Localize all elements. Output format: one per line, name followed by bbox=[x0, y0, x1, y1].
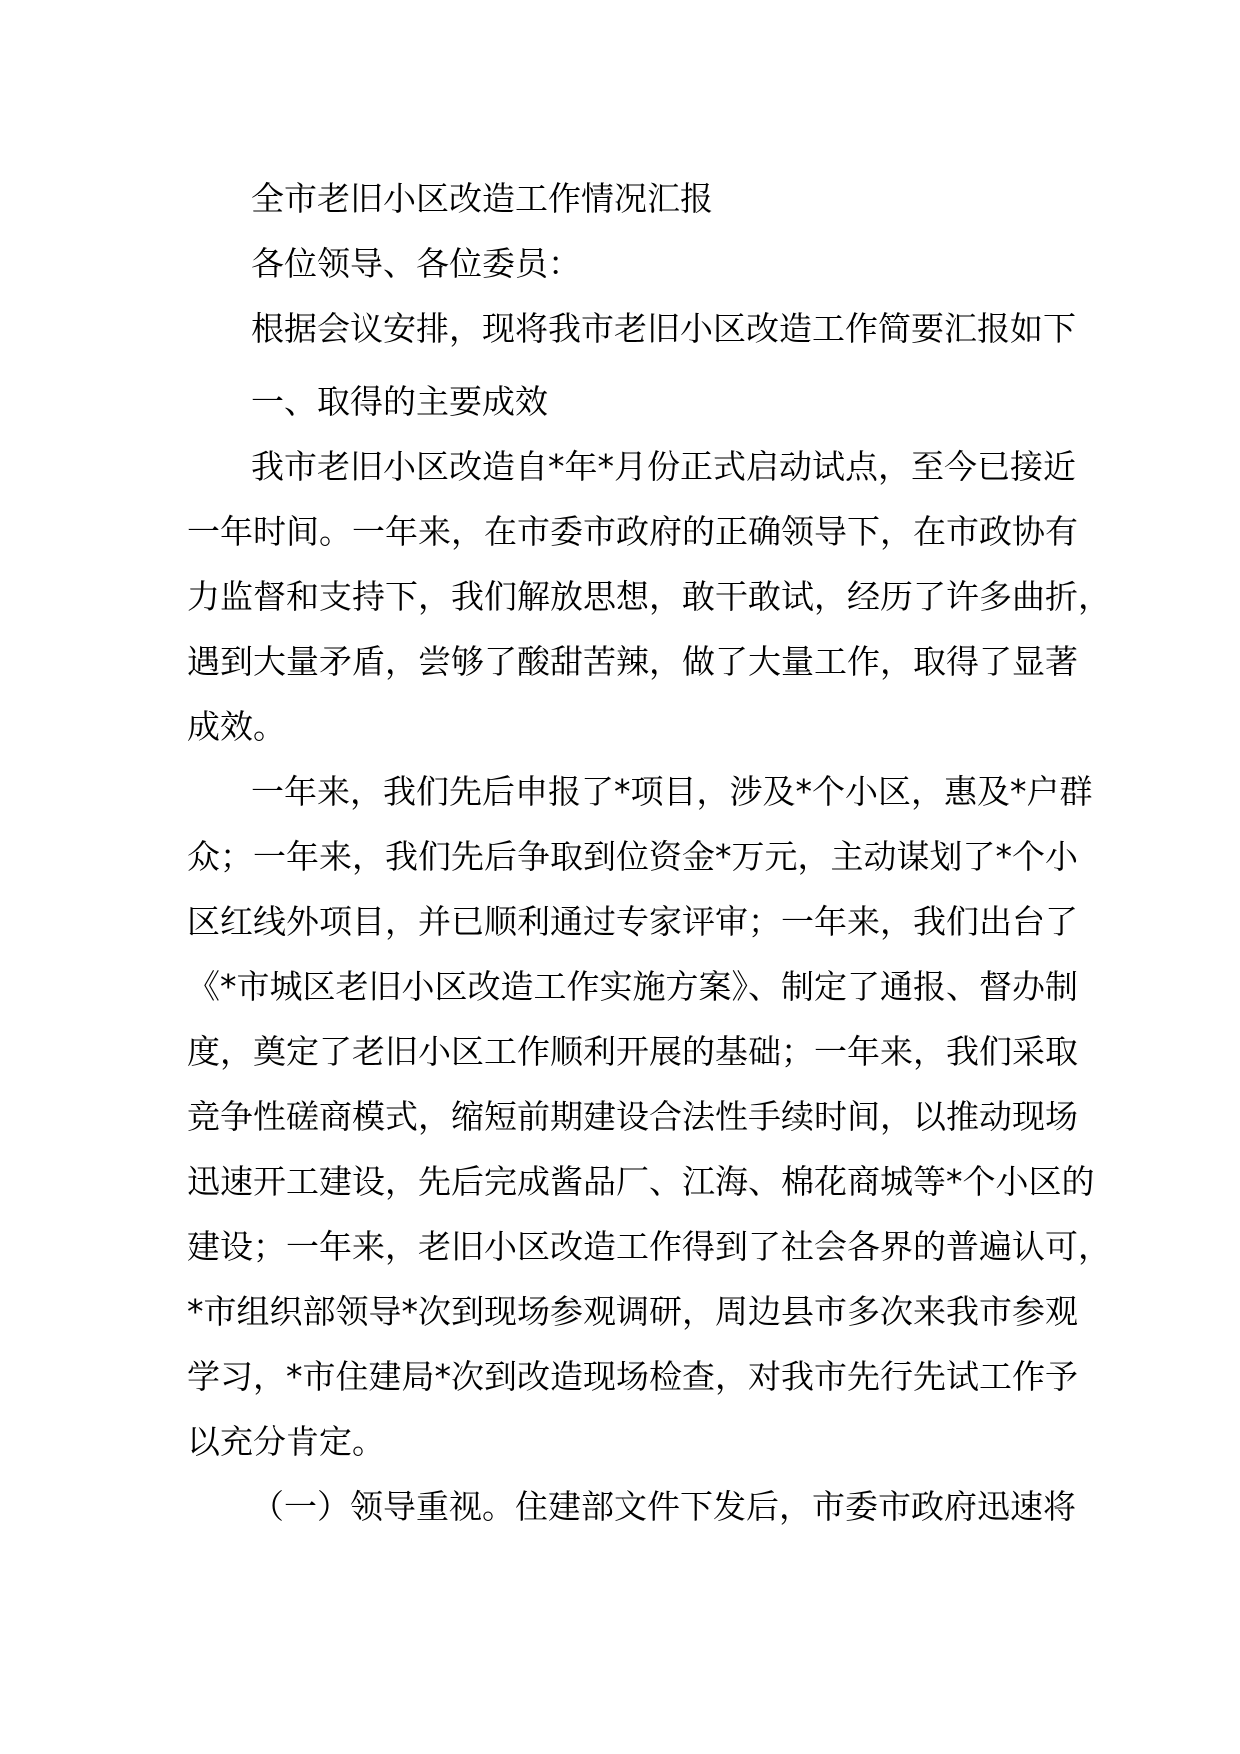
paragraph-line: 成效。 bbox=[187, 707, 286, 746]
section-heading-achievements: 一、取得的主要成效 bbox=[251, 382, 548, 421]
paragraph-line: 众；一年来，我们先后争取到位资金*万元，主动谋划了*个小 bbox=[187, 837, 1078, 876]
paragraph-line: 我市老旧小区改造自*年*月份正式启动试点，至今已接近 bbox=[251, 447, 1076, 486]
paragraph-line: 迅速开工建设，先后完成酱品厂、江海、棉花商城等*个小区的 bbox=[187, 1162, 1095, 1201]
document-body bbox=[187, 166, 1111, 1539]
paragraph-line: 遇到大量矛盾，尝够了酸甜苦辣，做了大量工作，取得了显著 bbox=[187, 642, 1078, 681]
salutation: 各位领导、各位委员： bbox=[251, 244, 581, 283]
paragraph-line: 建设；一年来，老旧小区改造工作得到了社会各界的普遍认可， bbox=[187, 1227, 1111, 1266]
paragraph-line: 一年来，我们先后申报了*项目，涉及*个小区，惠及*户群 bbox=[251, 772, 1093, 811]
paragraph-line: 力监督和支持下，我们解放思想，敢干敢试，经历了许多曲折， bbox=[187, 577, 1111, 616]
paragraph-line: 竞争性磋商模式，缩短前期建设合法性手续时间，以推动现场 bbox=[187, 1097, 1078, 1136]
paragraph-line: 一年时间。一年来，在市委市政府的正确领导下，在市政协有 bbox=[187, 512, 1078, 551]
intro-paragraph: 根据会议安排，现将我市老旧小区改造工作简要汇报如下 bbox=[251, 309, 1076, 348]
subsection-leadership: （一）领导重视。住建部文件下发后，市委市政府迅速将 bbox=[251, 1487, 1076, 1526]
paragraph-line: 《*市城区老旧小区改造工作实施方案》、制定了通报、督办制 bbox=[187, 967, 1078, 1006]
paragraph-line: 学习，*市住建局*次到改造现场检查，对我市先行先试工作予 bbox=[187, 1357, 1078, 1396]
paragraph-line: 以充分肯定。 bbox=[187, 1422, 385, 1461]
paragraph-line: 度，奠定了老旧小区工作顺利开展的基础；一年来，我们采取 bbox=[187, 1032, 1078, 1071]
paragraph-line: *市组织部领导*次到现场参观调研，周边县市多次来我市参观 bbox=[187, 1292, 1078, 1331]
paragraph-line: 区红线外项目，并已顺利通过专家评审；一年来，我们出台了 bbox=[187, 902, 1078, 941]
document-title: 全市老旧小区改造工作情况汇报 bbox=[251, 179, 713, 218]
paragraph-overview bbox=[187, 434, 1111, 759]
paragraph-achievements-detail bbox=[187, 759, 1111, 1474]
